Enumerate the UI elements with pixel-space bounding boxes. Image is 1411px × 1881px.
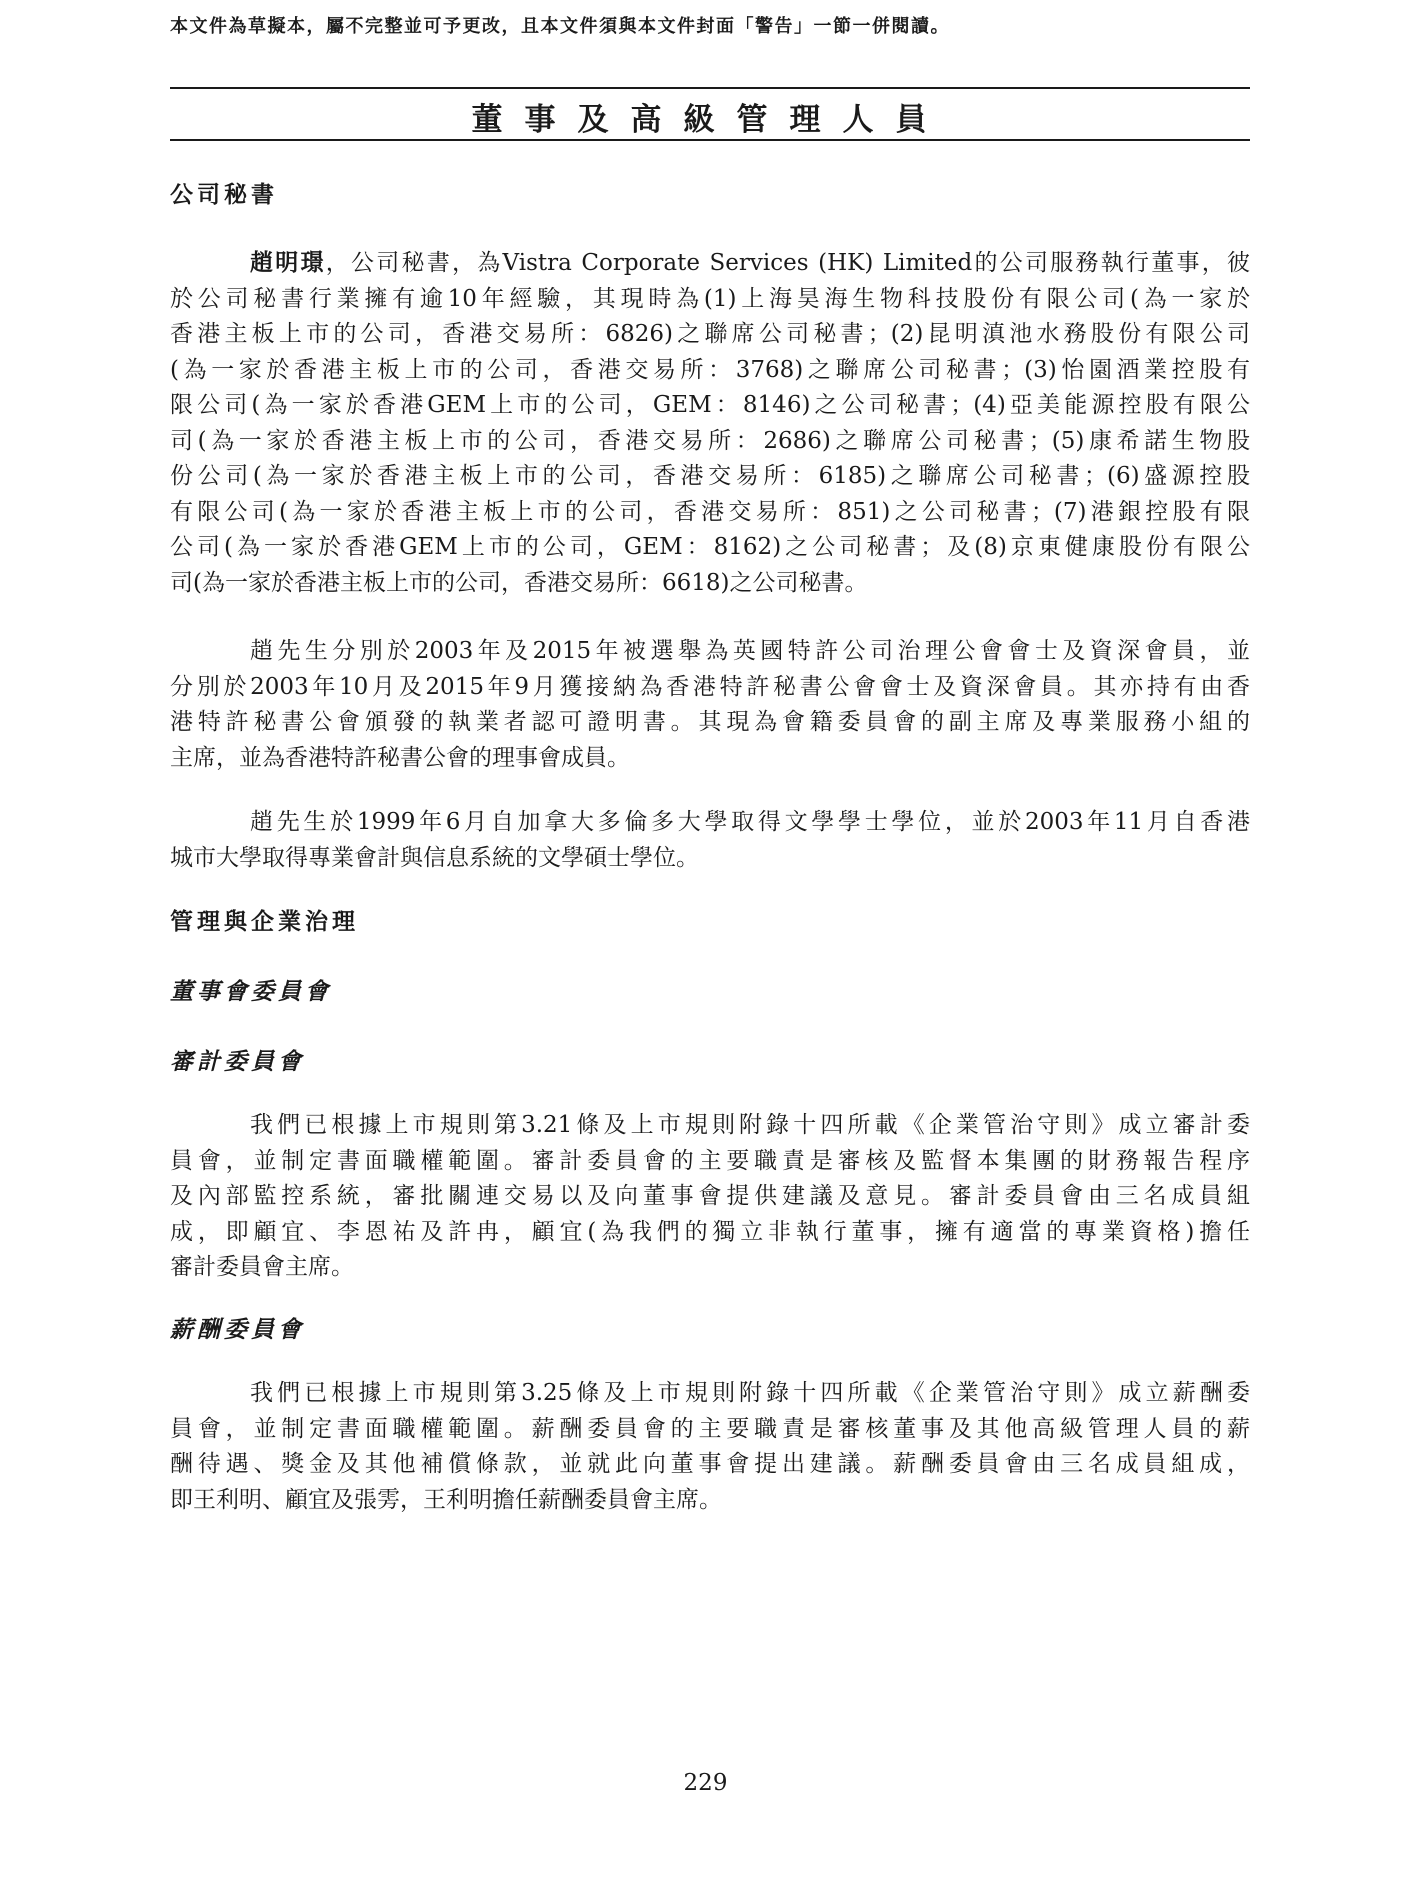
- paragraph-line: 司(為一家於香港主板上市的公司，香港交易所：2686)之聯席公司秘書；(5)康希諾生物股: [170, 427, 1250, 454]
- draft-disclaimer: 本文件為草擬本，屬不完整並可予更改，且本文件須與本文件封面「警告」一節一併閱讀。: [170, 16, 950, 37]
- paragraph-line: [170, 245, 1250, 282]
- paragraph-line: 我們已根據上市規則第3.25條及上市規則附錄十四所載《企業管治守則》成立薪酬委: [250, 1380, 1250, 1406]
- section-title: 董事及高級管理人員: [471, 102, 949, 138]
- paragraph-line: 份公司(為一家於香港主板上市的公司，香港交易所：6185)之聯席公司秘書；(6)盛源控股: [170, 463, 1250, 489]
- paragraph-line: 於公司秘書行業擁有逾10年經驗，其現時為(1)上海昊海生物科技股份有限公司(為一家於: [170, 285, 1250, 312]
- heading-remuneration-committee: 薪酬委員會: [170, 1316, 305, 1343]
- paragraph-line: 趙先生分別於2003年及2015年被選舉為英國特許公司治理公會會士及資深會員，並: [250, 638, 1250, 664]
- paragraph-line: 員會，並制定書面職權範圍。薪酬委員會的主要職責是審核董事及其他高級管理人員的薪: [170, 1415, 1250, 1442]
- paragraph-secretary-bio: [170, 245, 1250, 601]
- paragraph-line: 我們已根據上市規則第3.21條及上市規則附錄十四所載《企業管治守則》成立審計委: [250, 1112, 1250, 1138]
- paragraph-line: 司(為一家於香港主板上市的公司，香港交易所：6618)之公司秘書。: [170, 569, 868, 596]
- paragraph-line: 主席，並為香港特許秘書公會的理事會成員。: [170, 744, 630, 771]
- title-rule-top: [170, 87, 1250, 89]
- paragraph-line: 趙先生於1999年6月自加拿大多倫多大學取得文學學士學位，並於2003年11月自香港: [250, 809, 1250, 835]
- paragraph-line: 公司(為一家於香港GEM上市的公司，GEM：8162)之公司秘書；及(8)京東健康股份有限公: [170, 534, 1250, 560]
- paragraph-line: (為一家於香港主板上市的公司，香港交易所：3768)之聯席公司秘書；(3)怡園酒業控股有: [170, 356, 1250, 383]
- paragraph-line: 及內部監控系統，審批關連交易以及向董事會提供建議及意見。審計委員會由三名成員組: [170, 1183, 1250, 1209]
- paragraph-line: 分別於2003年10月及2015年9月獲接納為香港特許秘書公會會士及資深會員。其亦持有由香: [170, 673, 1250, 700]
- paragraph-line: 有限公司(為一家於香港主板上市的公司，香港交易所：851)之公司秘書；(7)港銀控股有限: [170, 498, 1250, 525]
- paragraph-line: 港特許秘書公會頒發的執業者認可證明書。其現為會籍委員會的副主席及專業服務小組的: [170, 709, 1250, 735]
- title-rule-bottom: [170, 139, 1250, 141]
- paragraph-secretary-education: [170, 805, 1250, 876]
- paragraph-line: 即王利明、顧宜及張雱，王利明擔任薪酬委員會主席。: [170, 1486, 722, 1513]
- heading-audit-committee: 審計委員會: [170, 1048, 305, 1075]
- paragraph-text: ，公司秘書，為Vistra Corporate Services (HK) Limited的公司服務執行董事，彼: [325, 250, 1251, 276]
- paragraph-audit-committee: [170, 1108, 1250, 1286]
- paragraph-line: 酬待遇、獎金及其他補償條款，並就此向董事會提出建議。薪酬委員會由三名成員組成，: [170, 1451, 1250, 1477]
- paragraph-secretary-membership: [170, 634, 1250, 776]
- paragraph-line: 城市大學取得專業會計與信息系統的文學碩士學位。: [170, 844, 699, 871]
- paragraph-line: 成，即顧宜、李恩祐及許冉，顧宜(為我們的獨立非執行董事，擁有適當的專業資格)擔任: [170, 1218, 1250, 1245]
- paragraph-line: 審計委員會主席。: [170, 1254, 354, 1280]
- page-number: 229: [683, 1770, 728, 1796]
- paragraph-line: 限公司(為一家於香港GEM上市的公司，GEM：8146)之公司秘書；(4)亞美能源控股有限公: [170, 392, 1250, 418]
- heading-board-committees: 董事會委員會: [170, 978, 332, 1005]
- paragraph-line: 員會，並制定書面職權範圍。審計委員會的主要職責是審核及監督本集團的財務報告程序: [170, 1147, 1250, 1174]
- heading-company-secretary: 公司秘書: [170, 181, 278, 208]
- paragraph-remuneration-committee: [170, 1376, 1250, 1518]
- heading-governance: 管理與企業治理: [170, 908, 359, 935]
- secretary-name: 趙明璟: [250, 249, 326, 276]
- paragraph-line: 香港主板上市的公司，香港交易所：6826)之聯席公司秘書；(2)昆明滇池水務股份有限公司: [170, 321, 1250, 347]
